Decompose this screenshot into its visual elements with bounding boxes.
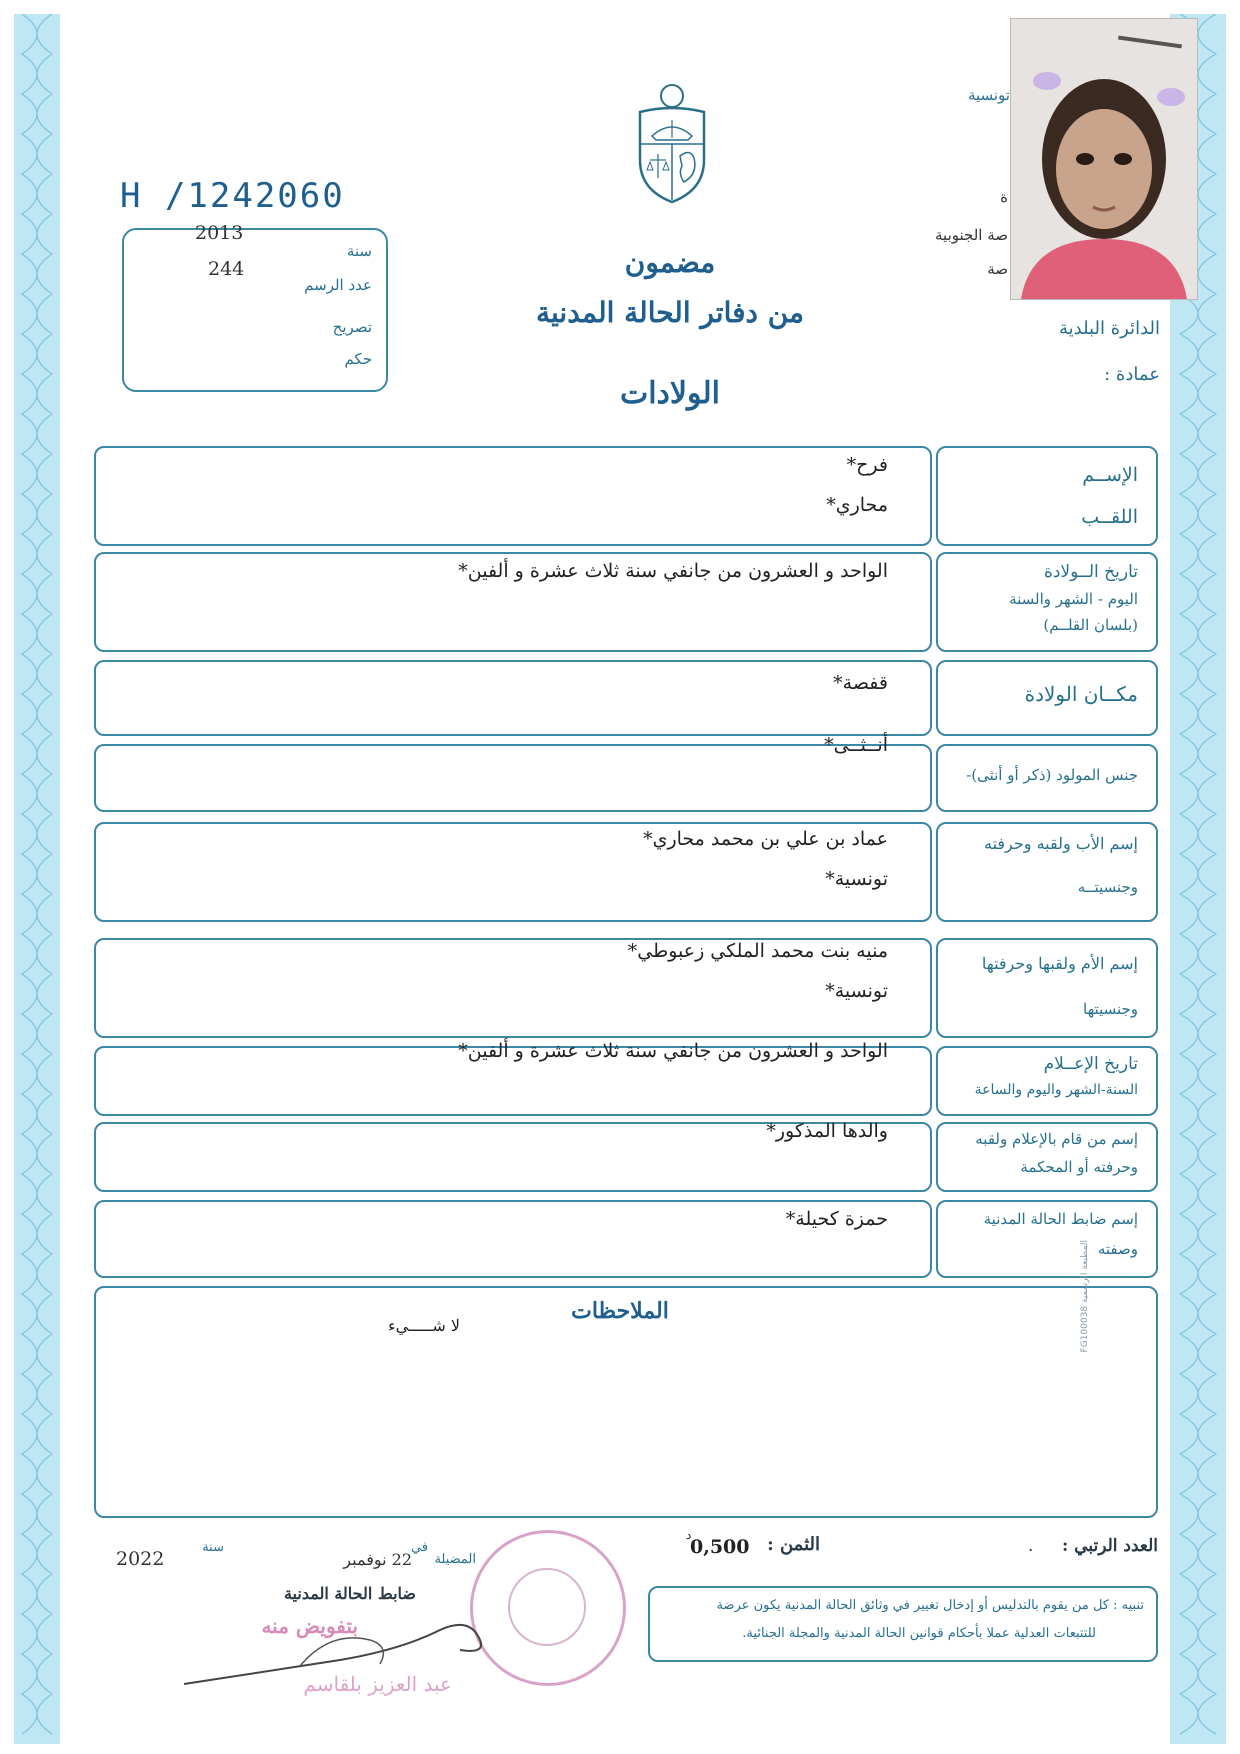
registry-year-value: 2013 bbox=[195, 222, 244, 244]
label-first-name: الإســم bbox=[1082, 464, 1138, 486]
label-birth-place: مكــان الولادة bbox=[1024, 682, 1138, 706]
title-line1: مضمون bbox=[624, 246, 716, 279]
label-declarant: إسم من قام بالإعلام ولقبه bbox=[975, 1130, 1138, 1148]
remarks-title: الملاحظات bbox=[571, 1298, 669, 1324]
country-partial: تونسية bbox=[967, 86, 1010, 104]
title-line2: من دفاتر الحالة المدنية bbox=[535, 296, 805, 329]
price-label: الثمن : bbox=[767, 1534, 820, 1555]
label-surname: اللقــب bbox=[1081, 506, 1138, 528]
label-officer-sub: وصفته bbox=[1097, 1240, 1138, 1258]
label-mother-nationality: وجنسيتها bbox=[1083, 1000, 1138, 1018]
in-label: في bbox=[410, 1540, 428, 1555]
value-declarant: والدها المذكور* bbox=[766, 1120, 888, 1142]
price-unit: د bbox=[686, 1528, 692, 1542]
year-label: سنة bbox=[202, 1540, 224, 1555]
value-birth-place: قفصة* bbox=[833, 672, 888, 694]
registry-declaration-label: تصريح bbox=[332, 318, 372, 336]
serial-dots: . bbox=[1028, 1536, 1034, 1556]
date-value: 22 نوفمبر bbox=[343, 1550, 412, 1569]
registry-number-value: 244 bbox=[208, 258, 245, 280]
coat-of-arms-icon bbox=[632, 82, 712, 206]
warning-line1: تنبيه : كل من يقوم بالتدليس أو إدخال تغيير في وثائق الحالة المدنية يكون عرضة bbox=[716, 1598, 1144, 1613]
remarks-value: لا شـــــيء bbox=[388, 1316, 460, 1335]
label-mother: إسم الأم ولقبها وحرفتها bbox=[981, 954, 1138, 973]
registry-judgment-label: حكم bbox=[344, 350, 372, 368]
year-value: 2022 bbox=[116, 1548, 165, 1570]
price-value: 0,500 bbox=[690, 1536, 750, 1558]
gov-line3-partial: صة bbox=[987, 260, 1008, 278]
signature-image bbox=[180, 1600, 500, 1690]
label-officer: إسم ضابط الحالة المدنية bbox=[983, 1210, 1138, 1228]
portrait-image bbox=[1011, 19, 1197, 299]
value-mother-nationality: تونسية* bbox=[825, 980, 888, 1002]
label-birth-date-sub: اليوم - الشهر والسنة bbox=[1009, 590, 1138, 608]
label-box-name bbox=[936, 446, 1158, 546]
registry-number-label: عدد الرسم bbox=[304, 276, 372, 294]
value-father-nationality: تونسية* bbox=[825, 868, 888, 890]
value-first-name: فرح* bbox=[846, 454, 888, 476]
value-sex: أنــثــى* bbox=[824, 734, 888, 756]
value-officer: حمزة كحيلة* bbox=[785, 1208, 888, 1230]
label-father-nationality: وجنسيتــه bbox=[1077, 878, 1138, 896]
section-title: الولادات bbox=[619, 376, 721, 411]
warning-line2: للتتبعات العدلية عملا بأحكام قوانين الحالة المدنية والمجلة الجنائية. bbox=[742, 1626, 1096, 1641]
value-birth-date: الواحد و العشرون من جانفي سنة ثلاث عشرة و ألفين* bbox=[458, 560, 888, 582]
officer-title: ضابط الحالة المدنية bbox=[283, 1584, 416, 1603]
label-birth-date-words: (بلسان القلــم) bbox=[1043, 616, 1138, 634]
serial-label: العدد الرتبي : bbox=[1061, 1536, 1158, 1556]
label-father: إسم الأب ولقبه وحرفته bbox=[984, 834, 1138, 853]
label-birth-date: تاريخ الــولادة bbox=[1043, 562, 1138, 582]
value-declaration-date: الواحد و العشرون من جانفي سنة ثلاث عشرة و ألفين* bbox=[458, 1040, 888, 1062]
label-declarant-sub: وحرفته أو المحكمة bbox=[1020, 1158, 1138, 1176]
imada-label: عمادة : bbox=[1104, 364, 1160, 385]
registry-year-label: سنة bbox=[346, 242, 372, 260]
place-label: المضيلة bbox=[434, 1552, 476, 1567]
print-reference: المطبعة الرسمية FG100038 bbox=[1080, 1240, 1090, 1353]
child-photo bbox=[1010, 18, 1198, 300]
delegation-stamp-text: بتفويض منه bbox=[261, 1614, 358, 1638]
value-mother: منيه بنت محمد الملكي زعبوطي* bbox=[627, 940, 888, 962]
serial-number: H /1242060 bbox=[120, 176, 345, 216]
label-box-mother bbox=[936, 938, 1158, 1038]
officer-name-stamp: عبد العزيز بلقاسم bbox=[303, 1672, 452, 1696]
label-declaration-date: تاريخ الإعــلام bbox=[1043, 1054, 1138, 1074]
gov-line1-partial: ة bbox=[1000, 188, 1008, 206]
municipal-label: الدائرة البلدية bbox=[1058, 318, 1160, 339]
label-declaration-date-sub: السنة-الشهر واليوم والساعة bbox=[974, 1082, 1138, 1098]
guilloche-border-left bbox=[14, 14, 60, 1744]
value-surname: محاري* bbox=[826, 494, 888, 516]
label-sex: جنس المولود (ذكر أو أنثى)- bbox=[966, 766, 1138, 784]
official-seal-inner bbox=[508, 1568, 586, 1646]
gov-line2-partial: صة الجنوبية bbox=[935, 226, 1008, 244]
value-father: عماد بن علي بن محمد محاري* bbox=[643, 828, 888, 850]
